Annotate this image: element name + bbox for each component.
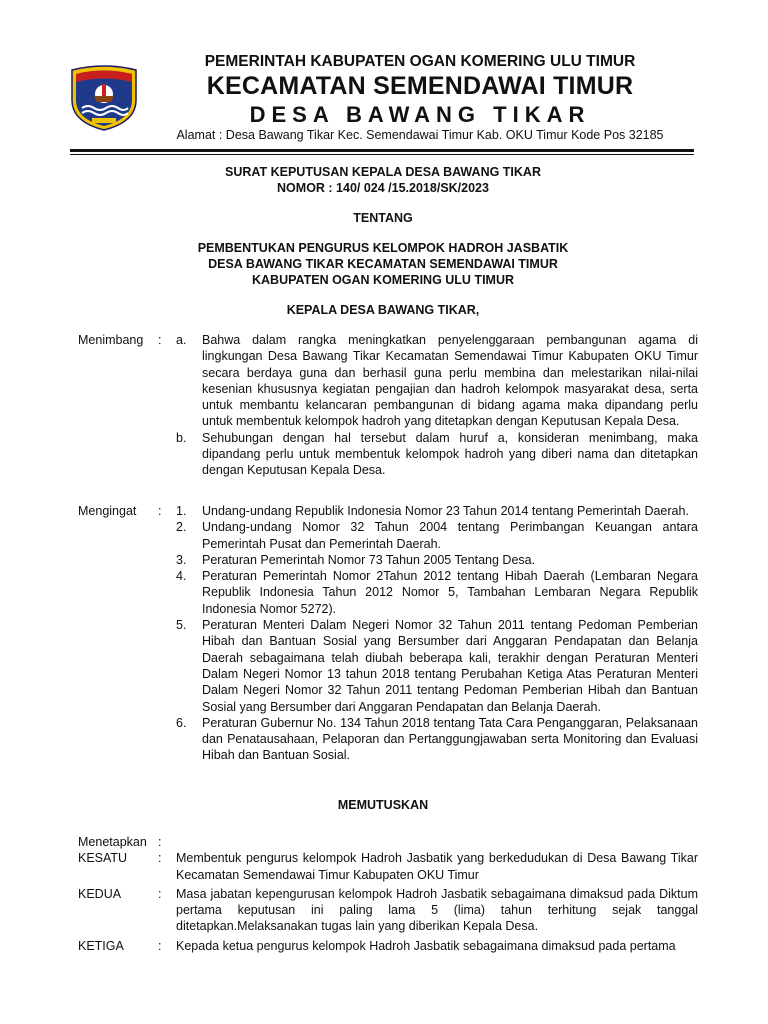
decision-item-menetapkan [78, 834, 698, 850]
mengingat-item-text: Undang-undang Nomor 32 Tahun 2004 tentang Perimbangan Keuangan antara Pemerintah Pusat dan Pemerintah Daerah. [202, 520, 698, 551]
decisions-section [78, 834, 698, 954]
letterhead-rule-thick [70, 149, 694, 152]
mengingat-colon: : [158, 504, 162, 518]
decision-text: Masa jabatan kepengurusan kelompok Hadroh Jasbatik sebagaimana dimaksud pada Diktum pertama keputusan ini paling lama 5 (lima) tahun terhitung sejak tanggal ditetapkan.Melaksanakan tugas lain yang diberikan Kepala Desa. [176, 886, 698, 934]
decree-subject-line-1: PEMBENTUKAN PENGURUS KELOMPOK HADROH JASBATIK [197, 241, 569, 255]
mengingat-label: Mengingat [78, 504, 137, 518]
menimbang-item-text: Sehubungan dengan hal tersebut dalam huruf a, konsideran menimbang, maka dipandang perlu untuk membentuk kelompok hadroh yang diberi nama dan ditetapkan dengan Keputusan Kepala Desa. [202, 430, 698, 478]
mengingat-item-text: Peraturan Pemerintah Nomor 73 Tahun 2005 Tentang Desa. [202, 552, 536, 567]
menimbang-item-text: Bahwa dalam rangka meningkatkan penyelenggaraan pembangunan agama di lingkungan Desa Bawang Tikar Kecamatan Semendawai Timur Kabupaten OKU Timur secara berdaya guna dan berhasil guna perlu membina dan melestarikan nilai-nilai kesenian khususnya kegiatan pengajian dan hadroh kelompok masyarakat desa, serta untuk membantu kelancaran pembangunan di bidang agama maka dipandang perlu untuk membentuk kelompok hadroh yang ditetapkan dengan Keputusan Kepala Desa. [202, 333, 698, 429]
decree-subject-line-3: KABUPATEN OGAN KOMERING ULU TIMUR [251, 273, 515, 287]
regency-emblem-logo [66, 60, 142, 132]
mengingat-item-text: Undang-undang Republik Indonesia Nomor 23 Tahun 2014 tentang Pemerintah Daerah. [202, 504, 689, 518]
decision-item-kedua [78, 886, 698, 935]
mengingat-item [78, 568, 698, 617]
letterhead-address: Alamat : Desa Bawang Tikar Kec. Semendawai Timur Kab. OKU Timur Kode Pos 32185 [176, 128, 664, 142]
decision-item-kesatu [78, 850, 698, 883]
decision-text [176, 834, 698, 850]
menimbang-item-number: b. [176, 430, 187, 445]
letterhead-rule-thin [70, 154, 694, 155]
mengingat-item-number: 4. [176, 569, 187, 584]
mengingat-item [78, 519, 698, 552]
mengingat-item [78, 715, 698, 764]
menimbang-item [78, 332, 698, 430]
decree-official: KEPALA DESA BAWANG TIKAR, [286, 303, 480, 317]
decision-label: KEDUA [78, 886, 122, 901]
decision-colon: : [158, 886, 162, 901]
letterhead-village-line: DESA BAWANG TIKAR [249, 102, 591, 127]
decree-subject-line-2: DESA BAWANG TIKAR KECAMATAN SEMENDAWAI TIMUR [208, 257, 558, 271]
letterhead-district-line: KECAMATAN SEMENDAWAI TIMUR [206, 72, 634, 100]
decision-label: Menetapkan [78, 835, 147, 849]
decree-number: NOMOR : 140/ 024 /15.2018/SK/2023 [277, 181, 489, 195]
decision-text: Kepada ketua pengurus kelompok Hadroh Jasbatik sebagaimana dimaksud pada pertama [176, 938, 676, 953]
mengingat-item-number: 3. [176, 552, 187, 567]
decision-colon: : [158, 851, 162, 866]
decision-label: KESATU [78, 851, 128, 866]
decision-colon: : [158, 835, 162, 849]
decision-item-ketiga [78, 938, 698, 954]
memutuskan-heading: MEMUTUSKAN [337, 798, 429, 812]
mengingat-item [78, 503, 698, 519]
mengingat-item [78, 617, 698, 715]
mengingat-item-number: 2. [176, 520, 187, 535]
mengingat-item-number: 1. [176, 504, 187, 518]
mengingat-item-text: Peraturan Pemerintah Nomor 2Tahun 2012 tentang Hibah Daerah (Lembaran Negara Republik Indonesia Tahun 2012 Nomor 5, Tambahan Lembaran Negara Republik Indonesia Nomor 5272). [202, 569, 698, 616]
decree-tentang: TENTANG [353, 211, 413, 225]
menimbang-colon: : [158, 333, 162, 347]
mengingat-item-text: Peraturan Menteri Dalam Negeri Nomor 32 Tahun 2011 tentang Pedoman Pemberian Hibah dan Bantuan Sosial yang Bersumber dari Anggaran Pendapatan dan Belanja Daerah sebagaimana telah diubah beberapa kali, terakhir dengan Peraturan Menteri Dalam Negeri Nomor 13 tahun 2018 tentang Perubahan Ketiga Atas Peraturan Menteri Dalam Negeri Nomor 32 Tahun 2011 tentang Pedoman Pemberian Hibah dan Bantuan Sosial yang Bersumber dari Anggaran Pendapatan dan Belanja Daerah. [202, 618, 698, 714]
mengingat-section [78, 503, 698, 764]
decision-colon: : [158, 938, 162, 953]
mengingat-item-number: 6. [176, 715, 187, 730]
menimbang-item [78, 430, 698, 479]
decision-label: KETIGA [78, 938, 124, 953]
mengingat-item [78, 552, 698, 568]
decree-title: SURAT KEPUTUSAN KEPALA DESA BAWANG TIKAR [225, 165, 541, 179]
menimbang-label: Menimbang [78, 333, 144, 347]
menimbang-item-number: a. [176, 333, 187, 347]
mengingat-item-number: 5. [176, 618, 187, 633]
mengingat-item-text: Peraturan Gubernur No. 134 Tahun 2018 tentang Tata Cara Penganggaran, Pelaksanaan dan Penatausahaan, Pelaporan dan Pertanggungjawaban serta Monitoring dan Evaluasi Hibah dan Bantuan Sosial. [202, 715, 698, 763]
letterhead-government-line: PEMERINTAH KABUPATEN OGAN KOMERING ULU TIMUR [204, 53, 636, 70]
decision-text: Membentuk pengurus kelompok Hadroh Jasbatik yang berkedudukan di Desa Bawang Tikar Kecamatan Semendawai Timur Kabupaten OKU Timur [176, 851, 698, 882]
menimbang-section [78, 332, 698, 479]
